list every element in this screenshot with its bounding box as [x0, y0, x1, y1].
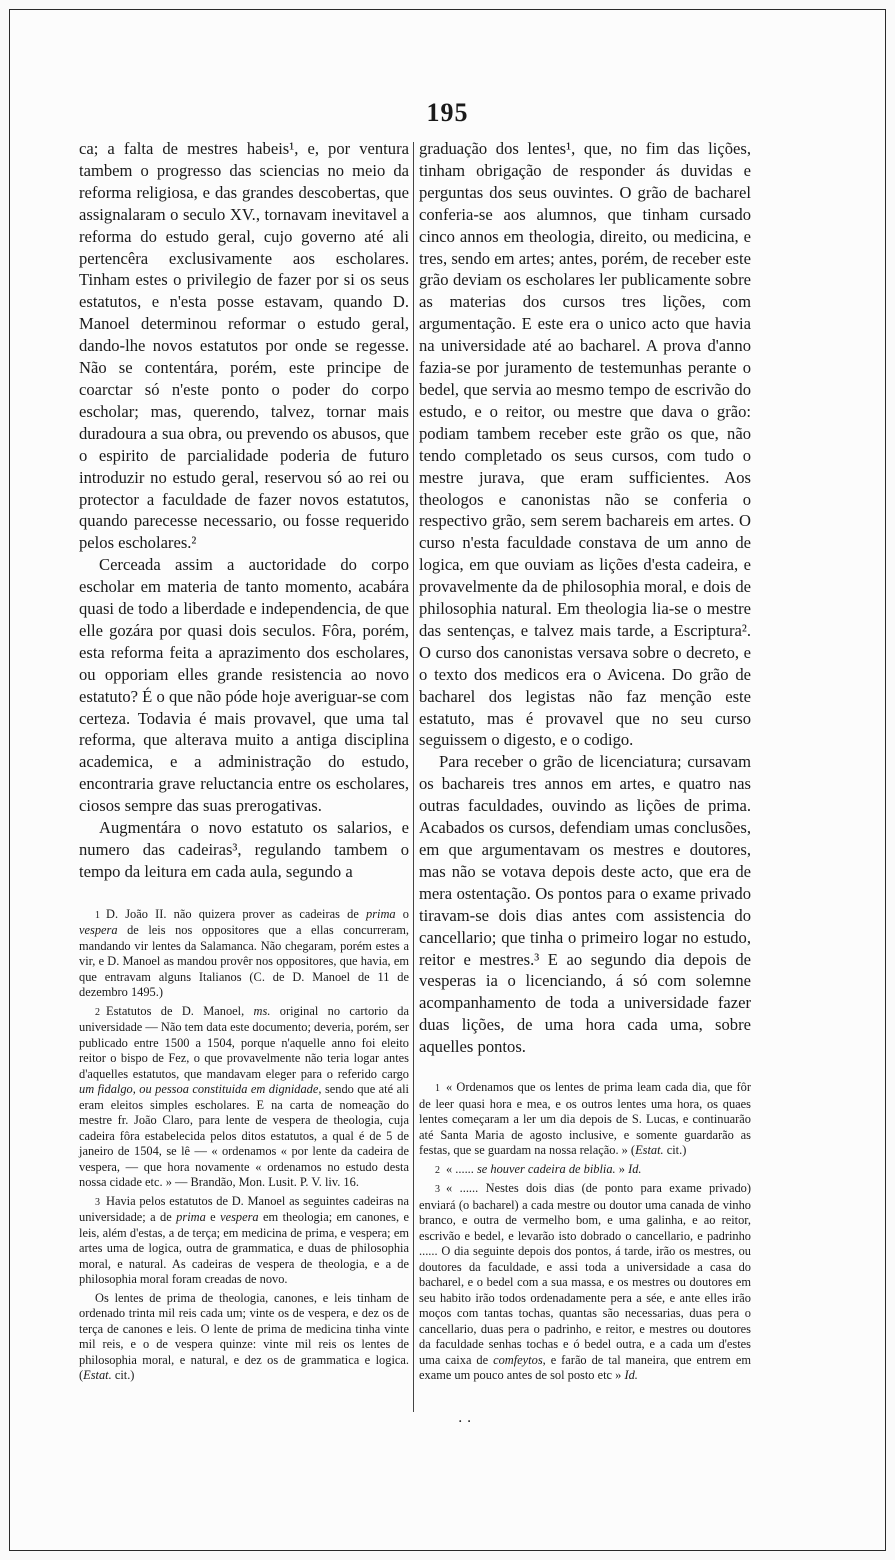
column-divider [413, 142, 414, 1412]
left-column [79, 138, 409, 1387]
signature-mark: . . [458, 1410, 472, 1426]
right-paragraph-2: Para receber o grão de licenciatura; cursavam os bachareis tres annos em artes, e quatro nas outras faculdades, ouvindo as lições de prima. Acabados os cursos, defendiam umas conclusões, em que argumentavam os mestres e doutores, mas não se votava depois deste acto, que era de mera ostentação. Os pontos para o exame privado tiravam-se dois dias antes com assistencia do cancellario; que tinha o primeiro logar no estudo, reitor e mestres.³ E ao segundo dia depois de vesperas ia o licenciando, á só com solemne acompanhamento de toda a universidade fazer duas lições, de uma hora cada uma, sobre aquelles pontos. [419, 752, 751, 1057]
left-footnotes [79, 907, 409, 1384]
footnote: 1 « Ordenamos que os lentes de prima leam cada dia, que fôr de leer quasi hora e mea, e os outros lentes uma hora, os quaes lentes começaram a ler um dia depois de S. Lucas, e continuarão até Santa Maria de agosto inclusive, e somente guardarão as festas, que se guardam na nossa relação. » (Estat. cit.) [419, 1080, 751, 1158]
left-paragraph-3: Augmentára o novo estatuto os salarios, e numero das cadeiras³, regulando tambem o tempo da leitura em cada aula, segundo a [79, 818, 409, 881]
footnote: 3 Havia pelos estatutos de D. Manoel as seguintes cadeiras na universidade; a de prima e vespera em theologia; em canones, e leis, além d'estas, a de terça; em medicina de prima, e vespera; em artes uma de logica, outra de grammatica, e duas de philosophia moral, e natural. As cadeiras de vespera de theologia, e a de philosophia moral foram creadas de novo. [79, 1193, 409, 1287]
left-paragraph-2: Cerceada assim a auctoridade do corpo escholar em materia de tanto momento, acabára quasi de todo a liberdade e independencia, de que elle gozára por quasi dois seculos. Fôra, porém, esta reforma feita a aprazimento dos escholares, ou opporiam elles grande resistencia ao novo estatuto? É o que não póde hoje averiguar-se com certeza. Todavia é mais provavel, que uma tal reforma, que alterava muito a antiga disciplina academica, e a administração do estudo, encontraria grave reluctancia entre os escholares, ciosos sempre das suas prerogativas. [79, 555, 409, 816]
book-page [9, 9, 886, 1551]
footnote: 1 D. João II. não quizera prover as cadeiras de prima o vespera de leis nos oppositores que a ellas concurreram, mandando vir lentes da Salamanca. Não chegaram, porém estes a vir, e D. Manoel as mandou provêr nos oppositores, que havia, em que entravam alguns Italianos (C. de D. Manoel de 11 de dezembro 1495.) [79, 906, 409, 1000]
footnote: 2 Estatutos de D. Manoel, ms. original no cartorio da universidade — Não tem data este documento; deveria, porém, ser publicado entre 1500 a 1504, porque n'aquelle anno foi eleito reitor o bispo de Fez, o que provavelmente não teria logar antes d'aquelles estatutos, que mandavam eleger para o referido cargo um fidalgo, ou pessoa constituida em dignidade, sendo que até ali eram eleitos simples escholares. E na carta de nomeação do mestre fr. João Claro, para lente de vespera de theologia, cuja cadeira fôra estabelecida pelos ditos estatutos, a qual é de 5 de janeiro de 1504, se lê — « ordenamos « por lente da cadeira de vespera, — que hora novamente « ordenamos no estudo desta nossa cidade etc. » — Brandão, Mon. Lusit. P. V. liv. 16. [79, 1003, 409, 1190]
right-paragraph-1: graduação dos lentes¹, que, no fim das lições, tinham obrigação de responder ás duvidas e perguntas dos seus ouvintes. O grão de bacharel conferia-se aos alumnos, que tinham cursado cinco annos em theologia, direito, ou medicina, e tres, sendo em artes; antes, porém, de receber este grão deviam os escholares ler publicamente sobre as materias dos cursos tres lições, com argumentação. E este era o unico acto que havia na universidade até ao bacharel. A prova d'anno fazia-se por juramento de testemunhas perante o bedel, que servia ao mesmo tempo de escrivão do estudo, e o reitor, ou mestre que dava o grão: podiam tambem receber este grão os que, não tendo completado os seus cursos, com tudo o mestre jurava, que eram sufficientes. Aos theologos e canonistas não se conferia o respectivo grão, sem serem bachareis em artes. O curso n'esta faculdade constava de um anno de logica, em que ouviam as lições d'esta cadeira, e provavelmente da de philosophia moral, e dois de philosophia natural. Em theologia lia-se o mestre das sentenças, e talvez mais tarde, a Escriptura². O curso dos canonistas versava sobre o decreto, e o texto dos medicos era o Avicena. Do grão de bacharel dos legistas não faz menção este estatuto, mas é provavel que no seu curso seguissem o digesto, e o codigo. [419, 139, 751, 750]
page-number: 195 [426, 98, 469, 127]
right-footnotes [419, 1080, 751, 1384]
right-body-text [419, 138, 751, 1058]
left-paragraph-1: ca; a falta de mestres habeis¹, e, por ventura tambem o progresso das sciencias no meio da reforma religiosa, e das grandes descobertas, que assignalaram o seculo XV., tornavam inevitavel a reforma do estudo geral, cujo governo até ali pertencêra exclusivamente aos escholares. Tinham estes o privilegio de fazer por si os seus estatutos, e n'esta posse estavam, quando D. Manoel determinou reformar o estudo geral, dando-lhe novos estatutos por onde se regesse. Não se contentára, porém, este principe de coarctar só n'este ponto o poder do corpo escholar; mas, querendo, talvez, tornar mais duradoura a sua obra, ou prevendo os abusos, que o espirito de parcialidade poderia de futuro introduzir no estudo geral, reservou só ao rei ou protector a faculdade de fazer novos estatutos, quando parecesse necessario, ou fosse requerido pelos escholares.² [79, 139, 409, 553]
right-column [419, 138, 751, 1387]
footnote: 3 « ...... Nestes dois dias (de ponto para exame privado) enviará (o bacharel) a cada mestre ou doutor uma canada de vinho branco, e outra de vermelho bom, e uma galinha, e ao reitor, escrivão e bedel, e levarão isto dobrado o cancellario, e padrinho ...... O dia seguinte depois dos pontos, á tarde, irão os mestres, ou doutores da faculdade, e assi toda a universidade a casa do bacharel, e o bedel com a sua massa, e os mestres ou doutores em seu habito irão todos ordenadamente pera a sée, e ante elles irão moços com tantas tochas, quantas são necessarias, duas pera o cancellario, duas pera o padrinho, e reitor, e mestres ou doutores da faculdade senhas tochas e ó bedel outra, e a cada um d'estes uma caixa de comfeytos, e farão de tal maneira, que entrem em exame um pouco antes de sol posto etc » Id. [419, 1181, 751, 1383]
left-body-text [79, 138, 409, 883]
footnote: 2 « ...... se houver cadeira de biblia. » Id. [435, 1161, 642, 1176]
footnote-continuation: Os lentes de prima de theologia, canones, e leis tinham de ordenado trinta mil reis cada um; vinte os de vespera, e dez os de terça de canones e leis. O lente de prima de medicina tinha vinte mil reis, e o de vespera quinze: vinte mil reis os lentes de philosophia moral, e natural, e dez os de grammatica e logica. (Estat. cit.) [79, 1290, 409, 1383]
